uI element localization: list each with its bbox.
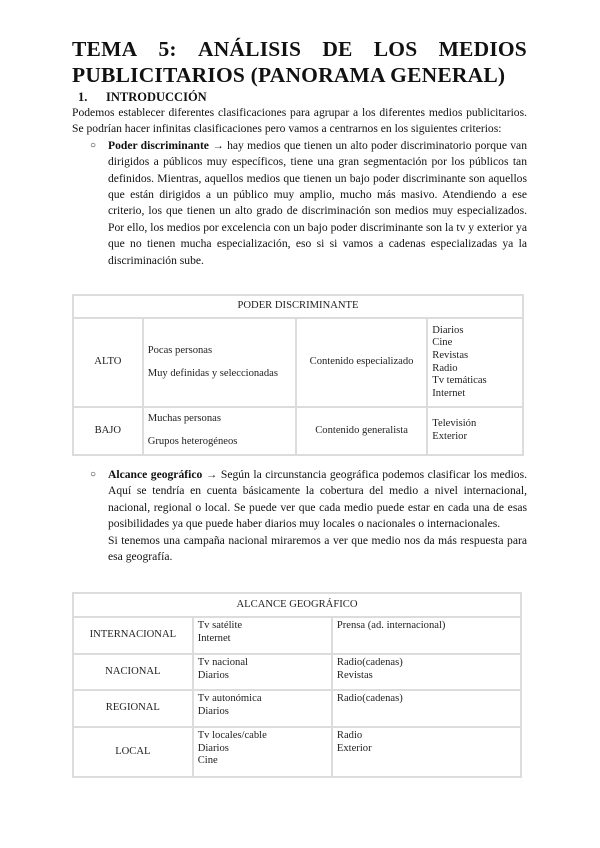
title-word: MEDIOS xyxy=(438,37,527,61)
scope-cell: REGIONAL xyxy=(73,690,193,727)
audience-line: Pocas personas xyxy=(147,344,213,356)
media-item: Tv satélite xyxy=(197,620,243,631)
bullet-term: Poder discriminante xyxy=(108,138,209,152)
bullet-text: hay medios que tienen un alto poder discriminatorio porque van dirigidos a públicos muy específicos, tiene una gran segmentación por los públicos tan definidos. Mientras, aquellos medios que tienen un bajo poder discriminante son aquellos que están dirigidos a un público muy amplio, mucho más masivo. Atendiendo a ese criterio, los que tienen un alto grado de discriminación son medios muy especializados. Por ello, los medios por excelencia con un bajo poder discriminante son la tv y exterior ya que no tienen mucha especialización, eso si si vamos a cadenas especializadas ya la discriminación sube. xyxy=(108,138,527,267)
title-word: ANÁLISIS xyxy=(197,37,302,61)
media-cell xyxy=(193,654,332,690)
media-item: Prensa (ad. internacional) xyxy=(336,620,446,631)
media-item: Radio(cadenas) xyxy=(336,693,403,704)
audience-line: Muchas personas xyxy=(147,413,221,425)
table-row xyxy=(73,727,521,777)
title-word: TEMA xyxy=(72,37,138,61)
media-item: Diarios xyxy=(197,742,229,754)
bullet-extra-text: Si tenemos una campaña nacional miraremos a ver que medio nos da más respuesta para esa geografía. xyxy=(108,533,527,564)
document-page xyxy=(72,36,527,269)
media-item: Exterior xyxy=(432,431,467,442)
table-header: PODER DISCRIMINANTE xyxy=(73,295,523,318)
title-word: DE xyxy=(322,37,353,61)
media-item: Radio xyxy=(336,730,363,741)
table-row xyxy=(73,654,521,690)
audience-cell xyxy=(143,318,296,407)
scope-cell: NACIONAL xyxy=(73,654,193,690)
bullet-poder-discriminante xyxy=(72,138,527,269)
section-heading xyxy=(78,89,527,105)
media-item: Cine xyxy=(432,337,453,349)
media-item: Radio(cadenas) xyxy=(336,657,403,668)
audience-line: Muy definidas y seleccionadas xyxy=(147,367,279,379)
media-item: Diarios xyxy=(432,324,464,336)
media-cell xyxy=(193,690,332,727)
section-number: 1. xyxy=(78,90,88,104)
section-label: INTRODUCCIÓN xyxy=(106,90,207,104)
media-cell xyxy=(427,407,523,455)
audience-line: Grupos heterogéneos xyxy=(147,436,238,447)
media-item: Revistas xyxy=(432,349,469,361)
table-row xyxy=(73,407,523,455)
media-item: Radio xyxy=(432,362,458,374)
table-header-row xyxy=(73,295,523,318)
bullet-circle-icon: ○ xyxy=(90,139,97,151)
media-item: Televisión xyxy=(432,418,477,430)
bullet-text: Según la circunstancia geográfica podemos clasificar los medios. Aquí se tendría en cuenta básicamente la cobertura del medio a nivel internacional, nacional, regional o local. Se puede ver que cada medio puede estar en cada una de esas posibilidades ya que puede haber diarios muy locales o nacionales o internacionales. xyxy=(108,468,527,531)
title-line-2: PUBLICITARIOS (PANORAMA GENERAL) xyxy=(72,63,506,87)
bullet-term: Alcance geográfico xyxy=(108,468,203,481)
bullet-circle-icon: ○ xyxy=(90,469,97,480)
level-cell: ALTO xyxy=(73,318,143,407)
media-item: Cine xyxy=(197,755,218,767)
media-cell xyxy=(427,318,523,407)
media-item: Tv autonómica xyxy=(197,693,262,704)
table-row xyxy=(73,318,523,407)
table-poder-discriminante xyxy=(72,294,524,456)
table-row xyxy=(73,617,521,654)
arrow-right-icon: → xyxy=(212,138,224,152)
media-cell xyxy=(332,617,521,654)
media-item: Tv temáticas xyxy=(432,375,487,387)
media-item: Tv nacional xyxy=(197,657,248,668)
media-item: Revistas xyxy=(336,669,373,681)
media-cell xyxy=(193,617,332,654)
media-item: Diarios xyxy=(197,705,229,717)
document-title xyxy=(72,36,527,88)
bullet-alcance-geografico xyxy=(72,467,527,565)
title-word: 5: xyxy=(158,37,177,61)
media-cell xyxy=(332,690,521,727)
intro-paragraph: Podemos establecer diferentes clasificaciones para agrupar a los diferentes medios publicitarios. Se podrían hacer infinitas clasificaciones pero vamos a centrarnos en los siguientes criterios: xyxy=(72,106,527,136)
content-cell: Contenido especializado xyxy=(296,318,427,407)
scope-cell: LOCAL xyxy=(73,727,193,777)
content-cell: Contenido generalista xyxy=(296,407,427,455)
audience-cell xyxy=(143,407,296,455)
table-row xyxy=(73,690,521,727)
arrow-right-icon: → xyxy=(205,468,218,481)
media-cell xyxy=(193,727,332,777)
media-item: Exterior xyxy=(336,742,372,754)
level-cell: BAJO xyxy=(73,407,143,455)
media-item: Internet xyxy=(197,632,231,644)
table-alcance-geografico xyxy=(72,592,522,778)
scope-cell: INTERNACIONAL xyxy=(73,617,193,654)
title-word: LOS xyxy=(373,37,418,61)
table-header: ALCANCE GEOGRÁFICO xyxy=(73,593,521,617)
table-header-row xyxy=(73,593,521,617)
media-item: Tv locales/cable xyxy=(197,730,267,741)
media-cell xyxy=(332,654,521,690)
media-item: Diarios xyxy=(197,669,229,681)
media-cell xyxy=(332,727,521,777)
media-item: Internet xyxy=(432,387,466,399)
